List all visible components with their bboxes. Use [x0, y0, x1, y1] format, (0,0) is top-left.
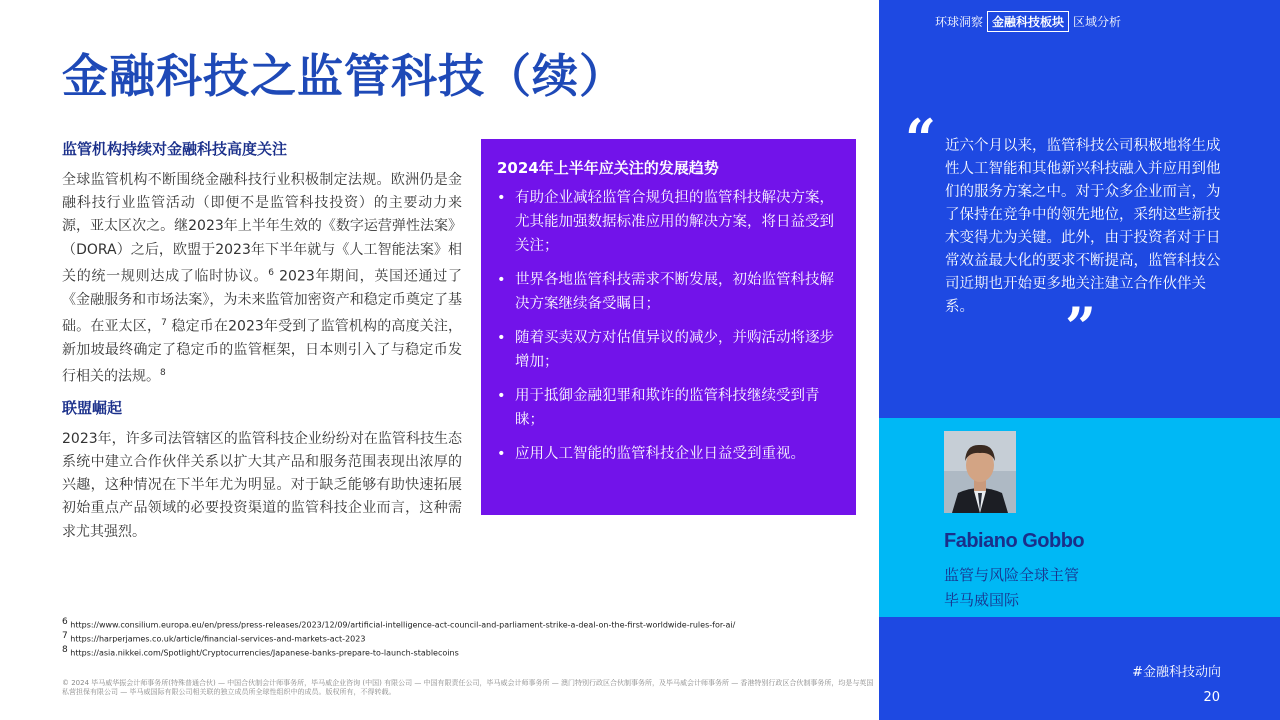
trends-list — [497, 186, 840, 466]
section-heading-alliances: 联盟崛起 — [62, 398, 123, 417]
section-nav — [933, 11, 1123, 32]
trend-item: • 世界各地监管科技需求不断发展，初始监管科技解决方案继续备受瞩目； — [497, 268, 840, 316]
paragraph-alliances: 2023年，许多司法管辖区的监管科技企业纷纷对在监管科技生态系统中建立合作伙伴关系以扩大其产品和服务范围表现出浓厚的兴趣，这种情况在下半年尤为明显。对于缺乏能够有助快速拓展初始重点产品领域的必要投资渠道的监管科技企业而言，这种需求尤其强烈。 — [62, 430, 462, 540]
profile-card — [879, 418, 1280, 617]
bullet-icon: • — [497, 388, 506, 404]
close-quote-icon: ” — [1065, 295, 1097, 359]
page-number: 20 — [1203, 690, 1220, 705]
trend-item: • 应用人工智能的监管科技企业日益受到重视。 — [497, 442, 840, 466]
footnote-item: 8 https://asia.nikkei.com/Spotlight/Cryptocurrencies/Japanese-banks-prepare-to-launch-stablecoins — [62, 645, 459, 658]
paragraph-regulators: 全球监管机构不断围绕金融科技行业积极制定法规。欧洲仍是金融科技行业监管活动（即便不是监管科技投资）的主要动力来源，亚太区次之。继2023年上半年生效的《数字运营弹性法案》（DORA）之后，欧盟于2023年下半年就与《人工智能法案》相关的统一规则达成了临时协议。$^6$ 2023年期间，英国还通过了《金融服务和市场法案》，为未来监管加密资产和稳定币奠定了基础。在亚太区，$^7$ 稳定币在2023年受到了监管机构的高度关注，新加坡最终确定了稳定币的监管框架，日本则引入了与稳定币发行相关的法规。$^8$ — [62, 172, 463, 385]
person-role — [944, 563, 1079, 613]
quote-text: 近六个月以来，监管科技公司积极地将生成性人工智能和其他新兴科技融入并应用到他们的服务方案之中。对于众多企业而言，为了保持在竞争中的领先地位，采纳这些新技术变得尤为关键。此外，由于投资者对于日常效益最大化的要求不断提高，监管科技公司近期也开始更多地关注建立合作伙伴关系。 — [945, 138, 1221, 315]
copyright-notice: © 2024 毕马威华振会计师事务所(特殊普通合伙) — 中国合伙制会计师事务所，毕马威企业咨询 (中国) 有限公司 — 中国有限责任公司，毕马威会计师事务所 — 澳门特别行政区合伙制事务所，及毕马威会计师事务所 — 香港特别行政区合伙制事务所，均是与英国私营担保有限公司 — 毕马威国际有限公司相关联的独立成员所全球性组织中的成员。版权所有，不得转载。 — [62, 679, 874, 696]
footnotes — [62, 617, 862, 659]
trend-item: • 有助企业减轻监管合规负担的监管科技解决方案，尤其能加强数据标准应用的解决方案，将日益受到关注； — [497, 186, 840, 258]
trends-title: 2024年上半年应关注的发展趋势 — [497, 159, 719, 177]
right-panel — [879, 0, 1280, 720]
footnote-ref-7: 7 — [161, 317, 167, 328]
footnote-item: 7 https://harperjames.co.uk/article/financial-services-and-markets-act-2023 — [62, 631, 366, 644]
section-heading-regulators: 监管机构持续对金融科技高度关注 — [62, 140, 288, 158]
nav-item-fintech-sectors[interactable]: 金融科技板块 — [987, 11, 1069, 32]
footnote-ref-6: 6 — [268, 267, 274, 278]
avatar — [944, 431, 1016, 513]
open-quote-icon: “ — [905, 107, 937, 171]
page-title: 金融科技之监管科技（续） — [62, 49, 626, 103]
bullet-icon: • — [497, 190, 506, 206]
person-portrait-icon — [944, 431, 1016, 513]
bullet-icon: • — [497, 330, 506, 346]
trend-item: • 随着买卖双方对估值异议的减少，并购活动将逐步增加； — [497, 326, 840, 374]
person-name: Fabiano Gobbo — [944, 530, 1085, 552]
footnote-ref-8: 8 — [160, 367, 166, 378]
person-organization: 毕马威国际 — [944, 591, 1020, 609]
nav-item-regional-analysis[interactable]: 区域分析 — [1073, 15, 1122, 29]
bullet-icon: • — [497, 446, 506, 462]
trends-box — [481, 139, 856, 515]
footnote-item: 6 https://www.consilium.europa.eu/en/press/press-releases/2023/12/09/artificial-intelligence-act-council-and-parliament-strike-a-deal-on-the-first-worldwide-rules-for-ai/ — [62, 617, 736, 630]
bullet-icon: • — [497, 272, 506, 288]
hashtag-label: #金融科技动向 — [1132, 665, 1221, 680]
nav-item-global-insights[interactable]: 环球洞察 — [935, 15, 984, 29]
trend-item: • 用于抵御金融犯罪和欺诈的监管科技继续受到青睐； — [497, 384, 840, 432]
left-column — [62, 138, 462, 544]
person-title: 监管与风险全球主管 — [944, 566, 1080, 584]
